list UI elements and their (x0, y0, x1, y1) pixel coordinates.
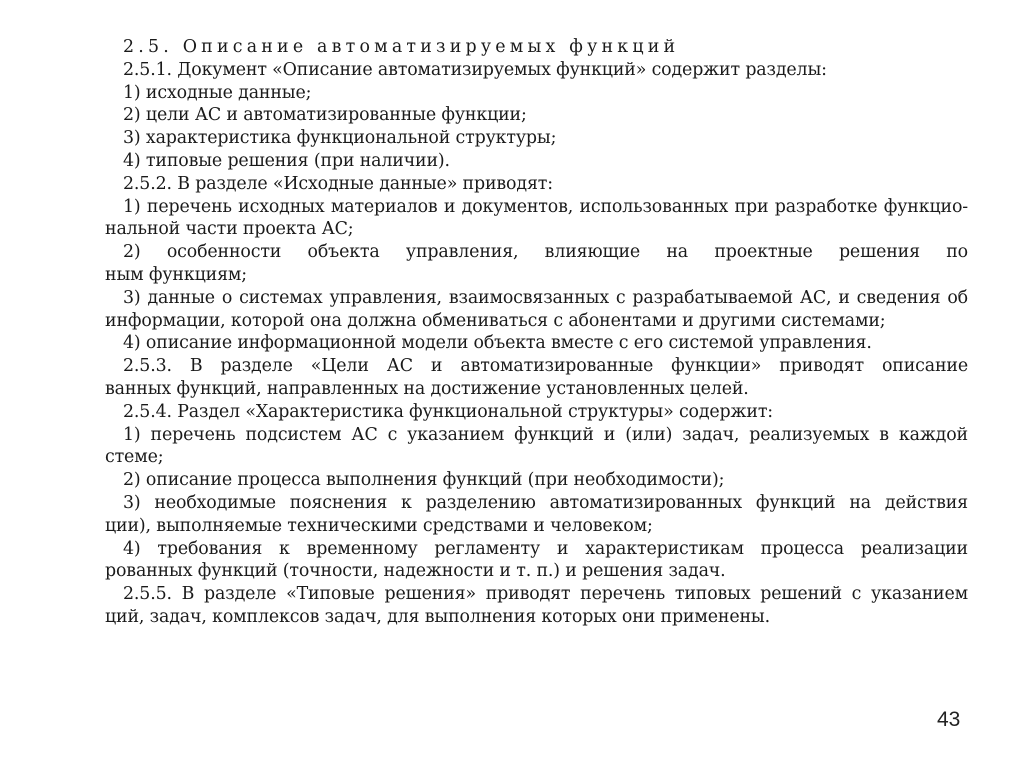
document-line: 2) цели АС и автоматизированные функции; (123, 105, 527, 126)
document-line: ным функциям; (105, 264, 247, 285)
document-line: 2.5.2. В разделе «Исходные данные» приводят: (123, 173, 553, 194)
document-line: 1) перечень исходных материалов и документов, использованных при разработке функцио- (123, 196, 968, 217)
document-line: 3) необходимые пояснения к разделению автоматизированных функций на действия (123, 492, 968, 513)
slide-number: 43 (937, 708, 961, 731)
document-line: 2.5.3. В разделе «Цели АС и автоматизированные функции» приводят описание (123, 356, 968, 377)
document-line: стеме; (105, 447, 164, 468)
document-line: 2.5.1. Документ «Описание автоматизируемых функций» содержит разделы: (123, 59, 827, 80)
document-line: 2) особенности объекта управления, влияющие на проектные решения по (123, 242, 968, 263)
document-line: ции), выполняемые техническими средствами и человеком; (105, 515, 653, 536)
document-line: 2.5.4. Раздел «Характеристика функциональной структуры» содержит: (123, 401, 773, 422)
document-line: 4) описание информационной модели объекта вместе с его системой управления. (123, 333, 872, 354)
document-line: рованных функций (точности, надежности и т. п.) и решения задач. (105, 561, 726, 582)
document-line: 4) типовые решения (при наличии). (123, 150, 450, 171)
section-heading: 2.5. Описание автоматизируемых функций (123, 37, 680, 57)
document-line: нальной части проекта АС; (105, 219, 354, 240)
document-line: 1) перечень подсистем АС с указанием функций и (или) задач, реализуемых в каждой (123, 424, 968, 445)
document-line: 3) данные о системах управления, взаимосвязанных с разрабатываемой АС, и сведения об (123, 287, 968, 308)
document-line: 2) описание процесса выполнения функций (при необходимости); (123, 470, 725, 491)
document-line: ванных функций, направленных на достижение установленных целей. (105, 378, 749, 399)
document-line: 3) характеристика функциональной структуры; (123, 128, 557, 149)
document-line: 4) требования к временному регламенту и характеристикам процесса реализации (123, 538, 968, 559)
document-line: информации, которой она должна обмениваться с абонентами и другими системами; (105, 310, 886, 331)
document-line: 1) исходные данные; (123, 82, 312, 103)
document-line: ций, задач, комплексов задач, для выполнения которых они применены. (105, 606, 770, 627)
document-line: 2.5.5. В разделе «Типовые решения» приводят перечень типовых решений с указанием (123, 584, 968, 605)
document-text (105, 36, 968, 629)
